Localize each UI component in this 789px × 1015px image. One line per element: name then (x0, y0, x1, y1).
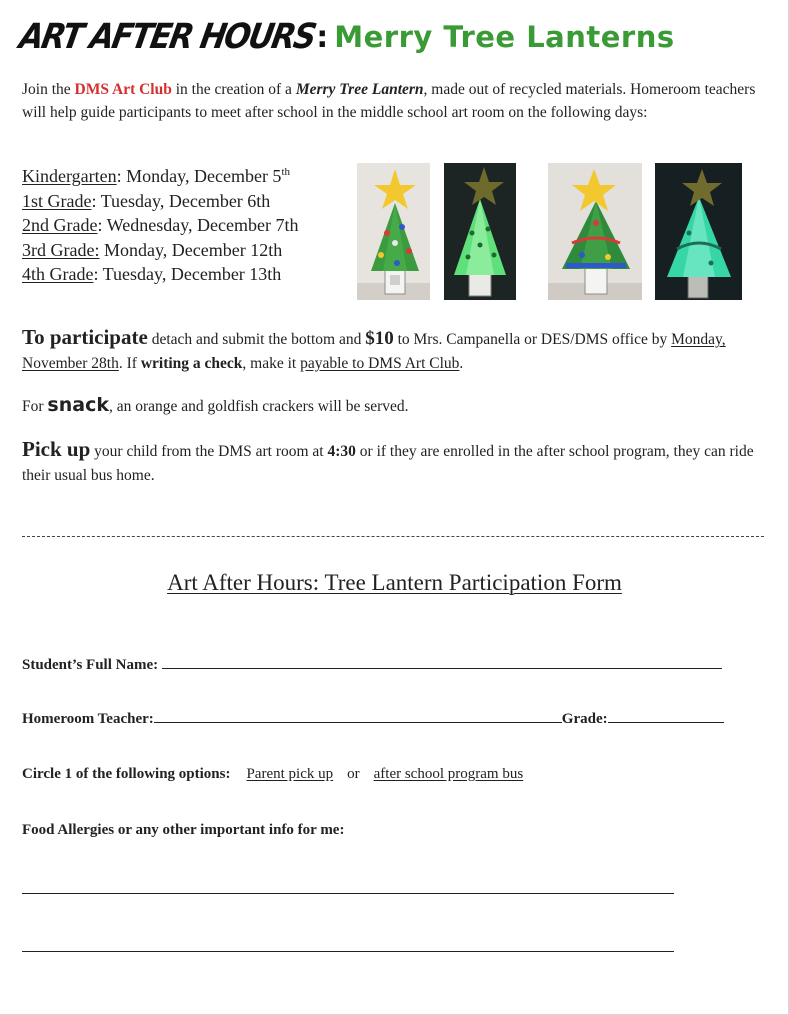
lantern-photo-2 (444, 163, 516, 300)
fee-amount: $10 (365, 328, 394, 349)
flyer-title (16, 12, 675, 62)
lantern-photo-1 (357, 163, 430, 300)
project-title: Merry Tree Lanterns (334, 20, 675, 54)
project-name: Merry Tree Lantern (295, 81, 424, 98)
intro-paragraph: Join the DMS Art Club in the creation of a Merry Tree Lantern, made out of recycled materials. Homeroom teachers will help guide participants to meet after school in the middle school art room on the following days: (22, 81, 756, 121)
allergies-row (22, 822, 344, 839)
snack-paragraph: For snack, an orange and goldfish crackers will be served. (22, 394, 409, 416)
schedule-row: 1st Grade: Tuesday, December 6th (22, 190, 271, 211)
session-date: Tuesday, December 6th (100, 190, 271, 211)
option-bus[interactable]: after school program bus (373, 766, 524, 782)
deadline-date: Monday, November 28th (22, 331, 726, 372)
schedule-row (22, 238, 298, 263)
allergies-field-line-2[interactable] (22, 951, 674, 952)
grade-label: 3rd Grade: (22, 239, 100, 260)
schedule-list (22, 160, 298, 287)
homeroom-teacher-field[interactable] (154, 708, 562, 723)
club-name: DMS Art Club (74, 81, 172, 98)
schedule-row: 2nd Grade: Wednesday, December 7th (22, 215, 299, 235)
student-name-row (22, 654, 722, 674)
session-date: Tuesday, December 13th (102, 264, 282, 284)
teacher-grade-row (22, 708, 724, 728)
grade-label: Grade: (561, 711, 608, 727)
pickup-paragraph: Pick up your child from the DMS art room at 4:30 or if they are enrolled in the after school program, they can ride their usual bus home. (22, 437, 754, 484)
art-after-hours-logo: ART AFTER HOURS (16, 16, 318, 58)
grade-label: 4th Grade (22, 264, 94, 284)
lantern-photo-3 (548, 163, 642, 300)
allergies-field-line-1[interactable] (22, 893, 674, 894)
grade-label: 2nd Grade (22, 215, 98, 235)
homeroom-teacher-label: Homeroom Teacher: (22, 711, 154, 727)
form-title: Art After Hours: Tree Lantern Participation Form (167, 570, 622, 595)
grade-label: Kindergarten (22, 166, 117, 186)
grade-field[interactable] (608, 708, 724, 723)
lantern-photo-4 (655, 163, 742, 300)
allergies-label: Food Allergies or any other important info for me: (22, 822, 345, 838)
options-row: Circle 1 of the following options: Parent pick up or after school program bus (22, 766, 524, 782)
cut-line (22, 536, 764, 537)
option-parent-pickup[interactable]: Parent pick up (246, 766, 334, 782)
pickup-time: 4:30 (327, 443, 356, 460)
student-name-field[interactable] (162, 654, 722, 669)
title-colon: : (316, 19, 329, 55)
schedule-row: 4th Grade: Tuesday, December 13th (22, 264, 282, 284)
participate-paragraph: To participate detach and submit the bottom and $10 to Mrs. Campanella or DES/DMS office by Monday, November 28th. If writing a check, make it payable to DMS Art Club. (22, 325, 726, 372)
session-date: Wednesday, December 7th (106, 215, 299, 235)
schedule-row: Kindergarten: Monday, December 5th (22, 166, 290, 186)
options-label: Circle 1 of the following options: (22, 766, 231, 782)
session-date: Monday, December 12th (103, 239, 283, 260)
student-name-label: Student’s Full Name: (22, 657, 162, 673)
grade-label: 1st Grade (22, 190, 92, 211)
session-date: Monday, December 5 (126, 166, 282, 186)
